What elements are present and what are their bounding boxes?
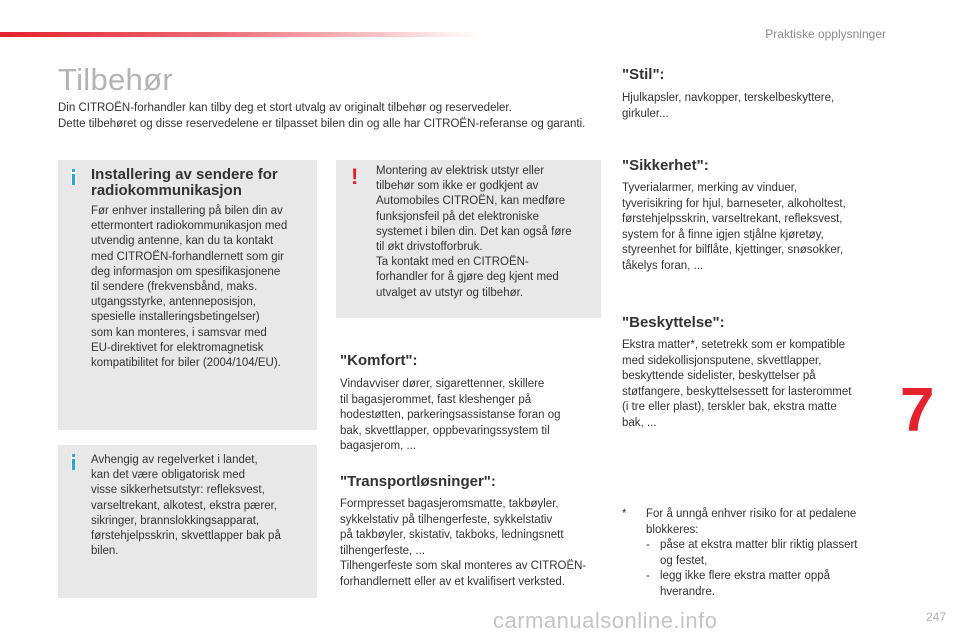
- transport-heading: "Transportløsninger":: [340, 473, 496, 490]
- text-line: forhandler for å gjøre deg kjent med: [376, 271, 559, 284]
- footnote-list-item: [622, 538, 884, 569]
- text-line: Tilhengerfeste som skal monteres av CITROËN-: [340, 560, 587, 572]
- warning-box: [336, 160, 601, 318]
- sikkerhet-text: [622, 181, 884, 274]
- text-line: (i tre eller plast), terskler bak, ekstra matte: [622, 401, 837, 413]
- komfort-text: [340, 377, 605, 455]
- text-line: påse at ekstra matter blir riktig plassert: [660, 539, 858, 551]
- text-line: førstehjelpsskrin, skvettlapper bak på: [91, 530, 281, 543]
- text-line: deg informasjon om spesifikasjonene: [91, 265, 281, 278]
- footnote-list-item: [622, 569, 884, 600]
- text-line: tilhengerfeste, ...: [340, 544, 426, 557]
- install-box-heading: [91, 167, 313, 199]
- footnote-intro-text: [646, 507, 884, 538]
- list-dash: -: [646, 539, 650, 551]
- text-line: funksjonsfeil på det elektroniske: [376, 210, 540, 223]
- text-line: til sendere (frekvensbånd, maks.: [91, 281, 258, 294]
- text-line: sikringer, brannslokkingsapparat,: [91, 514, 260, 527]
- sikkerhet-heading: "Sikkerhet":: [622, 157, 709, 174]
- text-line: system for å finne igjen stjålne kjøretøy,: [622, 228, 824, 241]
- text-line: styreenhet for bilflåte, kjettinger, snøsokker,: [622, 244, 844, 256]
- beskyttelse-text: [622, 338, 884, 431]
- text-line: kan det være obligatorisk med: [91, 469, 246, 482]
- text-line: bilen.: [91, 545, 119, 558]
- stil-text: [622, 91, 884, 122]
- install-box-text: [91, 204, 315, 371]
- warning-exclamation-icon: !: [351, 164, 359, 189]
- text-line: med sidekollisjonsputene, skvettlapper,: [622, 354, 822, 367]
- text-line: Avhengig av regelverket i landet,: [91, 454, 258, 466]
- text-line: førstehjelpsskrin, varseltrekant, refleksvest,: [622, 213, 843, 225]
- footnote: [622, 507, 884, 600]
- text-line: til økt drivstofforbruk.: [376, 241, 483, 254]
- text-line: bak, skvettlapper, oppbevaringssystem til: [340, 424, 550, 437]
- text-line: forhandlernett eller av et kvalifisert verksted.: [340, 575, 565, 588]
- text-line: til bagasjerommet, fast kleshenger på: [340, 393, 532, 406]
- heading-line: radiokommunikasjon: [91, 182, 242, 199]
- text-line: blokkeres:: [646, 523, 699, 536]
- section-label: Praktiske opplysninger: [765, 27, 886, 41]
- text-line: tåkelys foran, ...: [622, 259, 704, 272]
- text-line: Formpresset bagasjeromsmatte, takbøyler,: [340, 498, 559, 510]
- legal-box-text: [91, 453, 313, 559]
- text-line: EU-direktivet for elektromagnetisk: [91, 341, 264, 354]
- text-line: tyverisikring for hjul, barneseter, alkoholtest,: [622, 197, 846, 210]
- text-line: beskyttende sidelister, beskyttelser på: [622, 370, 816, 382]
- warning-box-text: [376, 164, 598, 301]
- text-line: utvendig antenne, kan du ta kontakt: [91, 235, 274, 248]
- text-line: og festet,: [660, 554, 708, 567]
- stil-heading: "Stil":: [622, 66, 665, 83]
- text-line: Før enhver installering på bilen din av: [91, 205, 283, 217]
- text-line: Automobiles CITROËN, kan medføre: [376, 195, 566, 208]
- footnote-intro: [622, 507, 884, 538]
- list-dash: -: [646, 570, 650, 582]
- text-line: utvalget av utstyr og tilbehør.: [376, 286, 524, 299]
- text-line: sykkelstativ på tilhengerfeste, sykkelstativ: [340, 513, 553, 526]
- transport-text: [340, 497, 605, 590]
- text-line: støtfangere, beskyttelsessett for lasterommet: [622, 385, 852, 398]
- beskyttelse-heading: "Beskyttelse":: [622, 314, 725, 331]
- info-icon: [71, 169, 76, 185]
- legal-info-box: [58, 445, 317, 598]
- text-line: varseltrekant, alkotest, ekstra pærer,: [91, 499, 277, 512]
- komfort-heading: "Komfort":: [340, 352, 418, 369]
- intro-paragraph: [58, 101, 618, 132]
- intro-line: Dette tilbehøret og disse reservedelene er tilpasset bilen din og alle har CITROËN-referanse og garanti.: [58, 117, 586, 130]
- text-line: ettermontert radiokommunikasjon med: [91, 220, 288, 233]
- footnote-item-text: [660, 569, 884, 600]
- install-info-box: [58, 160, 317, 430]
- text-line: hverandre.: [660, 585, 715, 598]
- info-icon: [71, 454, 76, 470]
- text-line: tilbehør som ikke er godkjent av: [376, 180, 539, 193]
- text-line: legg ikke flere ekstra matter oppå: [660, 570, 831, 582]
- header-accent-bar: [0, 32, 480, 37]
- text-line: kompatibilitet for biler (2004/104/EU).: [91, 357, 281, 370]
- text-line: utgangsstyrke, antenneposisjon,: [91, 296, 256, 309]
- text-line: hodestøtten, parkeringsassistanse foran og: [340, 409, 561, 421]
- text-line: Ekstra matter*, setetrekk som er kompatible: [622, 339, 846, 351]
- page-number: 247: [925, 610, 946, 624]
- text-line: bak, ...: [622, 416, 657, 429]
- watermark: carmanualsonline.info: [493, 608, 718, 633]
- text-line: på takbøyler, skistativ, takboks, ledningsnett: [340, 529, 564, 541]
- text-line: visse sikkerhetsutstyr: refleksvest,: [91, 484, 265, 497]
- text-line: Hjulkapsler, navkopper, terskelbeskyttere,: [622, 92, 835, 104]
- text-line: systemet i bilen din. Det kan også føre: [376, 225, 572, 238]
- intro-line: Din CITROËN-forhandler kan tilby deg et stort utvalg av originalt tilbehør og reservedeler.: [58, 102, 512, 114]
- text-line: bagasjerom, ...: [340, 440, 417, 452]
- page-title: Tilbehør: [58, 62, 173, 97]
- text-line: girkuler...: [622, 107, 669, 120]
- text-line: som kan monteres, i samsvar med: [91, 326, 267, 339]
- text-line: Vindavviser dører, sigarettenner, skillere: [340, 378, 545, 390]
- text-line: med CITROËN-forhandlernett som gir: [91, 250, 285, 263]
- footnote-item-text: [660, 538, 884, 569]
- text-line: Montering av elektrisk utstyr eller: [376, 165, 545, 177]
- heading-line: Installering av sendere for: [91, 166, 278, 183]
- footnote-mark: *: [622, 508, 627, 520]
- text-line: Ta kontakt med en CITROËN-: [376, 256, 529, 269]
- text-line: spesielle installeringsbetingelser): [91, 311, 260, 324]
- text-line: For å unngå enhver risiko for at pedalene: [646, 508, 857, 520]
- text-line: Tyverialarmer, merking av vinduer,: [622, 182, 798, 194]
- chapter-number: 7: [900, 376, 935, 445]
